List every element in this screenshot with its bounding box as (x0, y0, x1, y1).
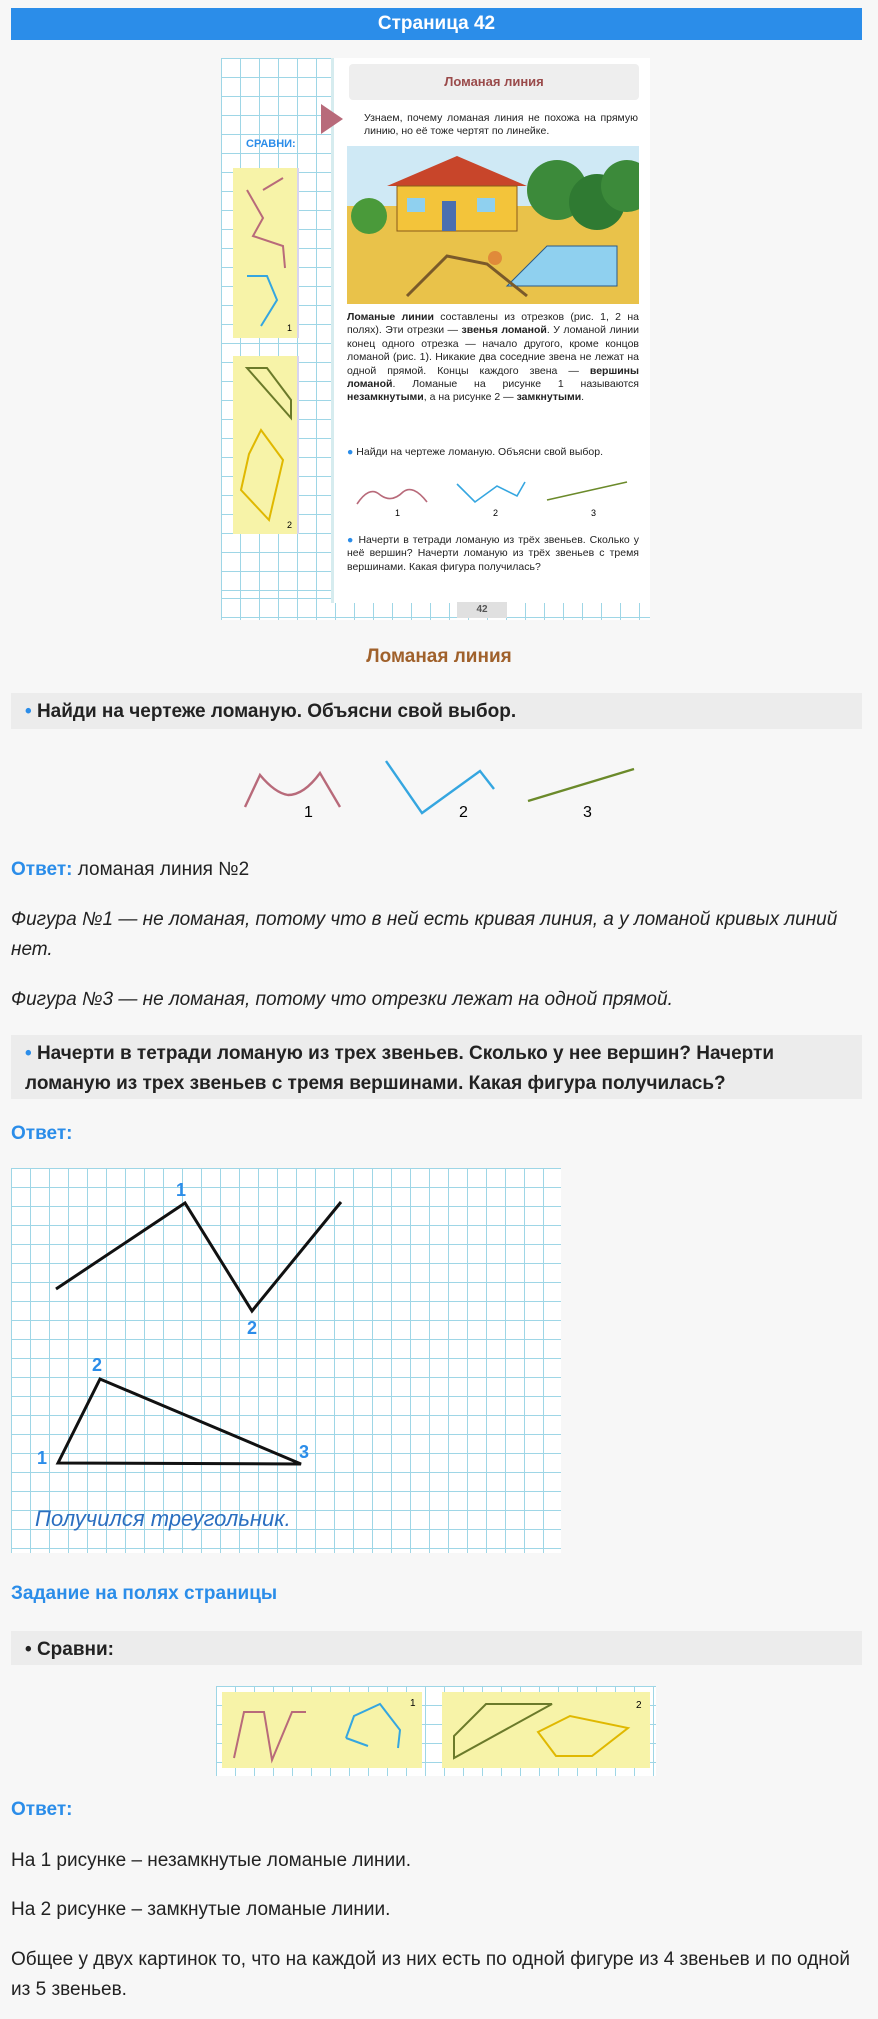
open-polyline-pink-top (263, 178, 283, 190)
vertex-label-top-1: 1 (176, 1180, 187, 1200)
figure-label-3: 3 (583, 804, 592, 821)
textbook-intro: Узнаем, почему ломаная линия не похожа на прямую линию, но её тоже чертят по линейке. (364, 112, 638, 138)
margin-card-2 (233, 356, 299, 534)
tb-curve-line (357, 490, 427, 504)
answer-3-line3: Общее у двух картинок то, что на каждой из них есть по одной фигуре из 4 звеньев и по одной из 5 звеньев. (11, 1949, 850, 2000)
textbook-page-number: 42 (457, 602, 507, 618)
answer-2-line (11, 1119, 862, 1149)
figure-label-1: 1 (304, 804, 313, 821)
vertex-label-bottom-2: 2 (92, 1355, 103, 1375)
task-1-text: Найди на чертеже ломаную. Объясни свой выбор. (36, 701, 517, 722)
textbook-lesson-title: Ломаная линия (349, 64, 639, 100)
answer-1-fig3: Фигура №3 — не ломаная, потому что отрезки лежат на одной прямой. (11, 989, 673, 1010)
theory-text-1: составлены из отрезков (рис. 1, 2 на полях). Эти отрезки — (347, 311, 639, 337)
vertex-label-bottom-1: 1 (37, 1448, 48, 1468)
answer-1-text: ломаная линия №2 (72, 859, 250, 880)
textbook-lines-figure (347, 476, 639, 518)
task-1-box (11, 693, 862, 729)
open-polyline-blue (247, 276, 277, 326)
house-garden-illustration (347, 146, 639, 304)
compare-label: СРАВНИ: (246, 138, 296, 150)
compare-blue-tail (346, 1738, 368, 1746)
task-2-text: Начерти в тетради ломаную из трех звеньев. Сколько у нее вершин? Начерти ломаную из трех звеньев с тремя вершинами. Какая фигура получилась? (25, 1043, 774, 1094)
theory-term-closed: замкнутыми (516, 391, 582, 404)
margin-card-1 (233, 168, 299, 338)
tb-straight-green (547, 482, 627, 500)
theory-text-2: . У ломаной линии конец одного отрезка — начало другого, кроме концов ломаной (рис. 1). Никакие два соседние звена не лежат на одной прямой. Концы каждого звена — (347, 324, 639, 377)
task-1-bullet: • (25, 701, 32, 722)
answer-3-line2: На 2 рисунке – замкнутые ломаные линии. (11, 1899, 391, 1920)
margin-card-1-number: 1 (287, 323, 293, 333)
theory-text-5: . (581, 391, 585, 404)
tb-fig-label-2: 2 (493, 508, 499, 518)
tb-fig-label-1: 1 (395, 508, 401, 518)
compare-card-2-drawing (442, 1692, 650, 1768)
lines-figure (240, 755, 640, 825)
compare-figure (216, 1686, 656, 1776)
answer-1-fig1: Фигура №1 — не ломаная, потому что в ней есть кривая линия, а у ломаной кривых линий нет. (11, 909, 838, 960)
open-polyline-pink (247, 190, 285, 268)
theory-term-vertices: вершины ломаной (347, 364, 639, 391)
vertex-label-bottom-3: 3 (299, 1442, 310, 1462)
vertex-label-top-2: 2 (247, 1318, 258, 1338)
answer-1-line (11, 855, 862, 885)
intro-marker-icon (321, 104, 345, 134)
margin-card-2-drawing (233, 356, 297, 534)
answer-3-line1: На 1 рисунке – незамкнутые ломаные линии. (11, 1850, 411, 1871)
task-3-box (11, 1631, 862, 1665)
notebook-grid-drawing (11, 1168, 561, 1553)
polyline-drawings (11, 1168, 561, 1553)
answer-3-line (11, 1795, 862, 1825)
textbook-task-2: ● Начерти в тетради ломаную из трёх звеньев. Сколько у неё вершин? Начерти ломаную из трёх звеньев с тремя вершинами. Какая фигура получилась? (347, 534, 639, 573)
page-header: Страница 42 (11, 8, 862, 40)
compare-olive-polygon (454, 1704, 552, 1758)
textbook-illustration (347, 146, 639, 304)
margin-section-title: Задание на полях страницы (11, 1583, 278, 1604)
theory-text-3: . Ломаные на рисунке 1 называются (392, 378, 639, 391)
section-title: Ломаная линия (366, 646, 512, 667)
task-2-box (11, 1035, 862, 1099)
three-link-polyline (56, 1202, 341, 1311)
theory-term-polyline: Ломаные линии (347, 311, 434, 323)
textbook-page-image (221, 58, 650, 620)
margin-card-1-drawing (233, 168, 297, 338)
answer-3-label: Ответ: (11, 1799, 73, 1820)
triangle-caption: Получился треугольник. (35, 1506, 291, 1531)
textbook-theory (347, 311, 639, 405)
compare-card-2 (442, 1692, 650, 1768)
closed-polygon-yellow (241, 430, 283, 520)
tb-polyline-blue (457, 482, 525, 502)
compare-pink-polyline (234, 1712, 306, 1760)
margin-card-2-number: 2 (287, 520, 293, 530)
answer-2-label: Ответ: (11, 1123, 73, 1144)
straight-line-3 (528, 769, 634, 801)
compare-card-1 (222, 1692, 422, 1768)
triangle (58, 1379, 301, 1464)
theory-term-open: незамкнутыми (347, 391, 424, 404)
compare-card-1-drawing (222, 1692, 422, 1768)
answer-1-label: Ответ: (11, 859, 73, 880)
theory-term-links: звенья ломаной (461, 324, 547, 337)
theory-text-4: , а на рисунке 2 — (423, 391, 517, 404)
polyline-2 (386, 761, 494, 813)
task-3-text: Сравни: (36, 1639, 114, 1660)
figure-label-2: 2 (459, 804, 468, 821)
compare-label-2: 2 (636, 1700, 642, 1711)
task-3-bullet: • (25, 1639, 32, 1660)
textbook-task-1: ● Найди на чертеже ломаную. Объясни свой выбор. (347, 446, 604, 458)
task-2-bullet: • (25, 1043, 32, 1064)
compare-label-1: 1 (410, 1698, 416, 1709)
tb-fig-label-3: 3 (591, 508, 597, 518)
compare-yellow-polygon (538, 1716, 628, 1756)
curved-line-1 (245, 773, 340, 807)
closed-polygon-olive (247, 368, 291, 418)
